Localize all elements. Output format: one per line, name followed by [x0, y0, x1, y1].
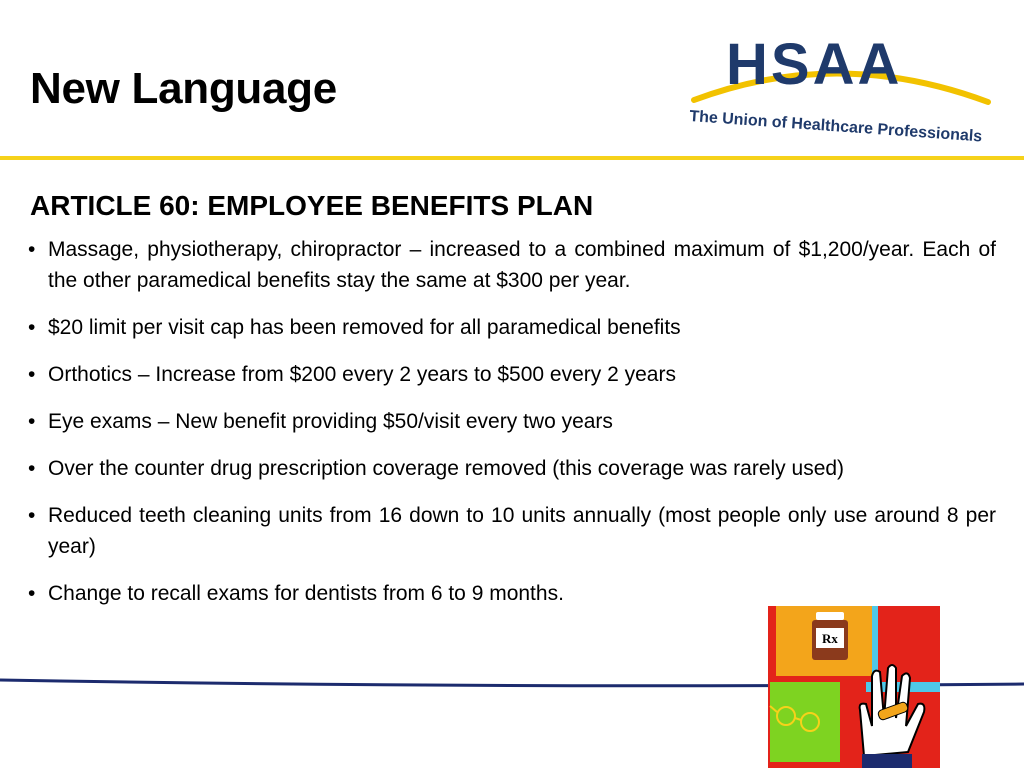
- bullet-glyph: •: [28, 238, 36, 261]
- pill-bottle-icon: [812, 612, 848, 660]
- bullet-glyph: •: [28, 504, 36, 527]
- bullet-glyph: •: [28, 582, 36, 605]
- bullet-glyph: •: [28, 316, 36, 339]
- bullet-text: $20 limit per visit cap has been removed for all paramedical benefits: [48, 316, 681, 339]
- bullet-item: [28, 406, 996, 437]
- bullet-text: Orthotics – Increase from $200 every 2 years to $500 every 2 years: [48, 363, 676, 386]
- bullet-text: Eye exams – New benefit providing $50/visit every two years: [48, 410, 613, 433]
- article-heading: ARTICLE 60: EMPLOYEE BENEFITS PLAN: [30, 190, 594, 221]
- bullet-item: [28, 359, 996, 390]
- bullet-text: Over the counter drug prescription coverage removed (this coverage was rarely used): [48, 457, 845, 480]
- logo-tagline: The Union of Healthcare Professionals: [688, 108, 983, 146]
- header-divider-line: [0, 156, 1024, 161]
- bullet-glyph: •: [28, 410, 36, 433]
- bullet-item: [28, 453, 996, 484]
- health-benefits-clipart: [768, 606, 940, 768]
- bullet-item: [28, 578, 996, 609]
- slide-title: New Language: [30, 64, 337, 113]
- bullet-item: [28, 234, 996, 296]
- logo-text: HSAA: [726, 32, 903, 97]
- benefits-bullet-list: [28, 234, 996, 625]
- hsaa-logo: [688, 32, 1004, 146]
- bullet-text: Change to recall exams for dentists from 6 to 9 months.: [48, 582, 564, 605]
- bullet-glyph: •: [28, 363, 36, 386]
- bullet-text: Massage, physiotherapy, chiropractor – increased to a combined maximum of $1,200/year. Each of the other paramedical benefits stay the same at $300 per year.: [48, 238, 996, 292]
- bullet-item: [28, 500, 996, 562]
- bullet-glyph: •: [28, 457, 36, 480]
- rx-label: Rx: [822, 631, 838, 646]
- bullet-text: Reduced teeth cleaning units from 16 down to 10 units annually (most people only use around 8 per year): [48, 504, 996, 558]
- bullet-item: [28, 312, 996, 343]
